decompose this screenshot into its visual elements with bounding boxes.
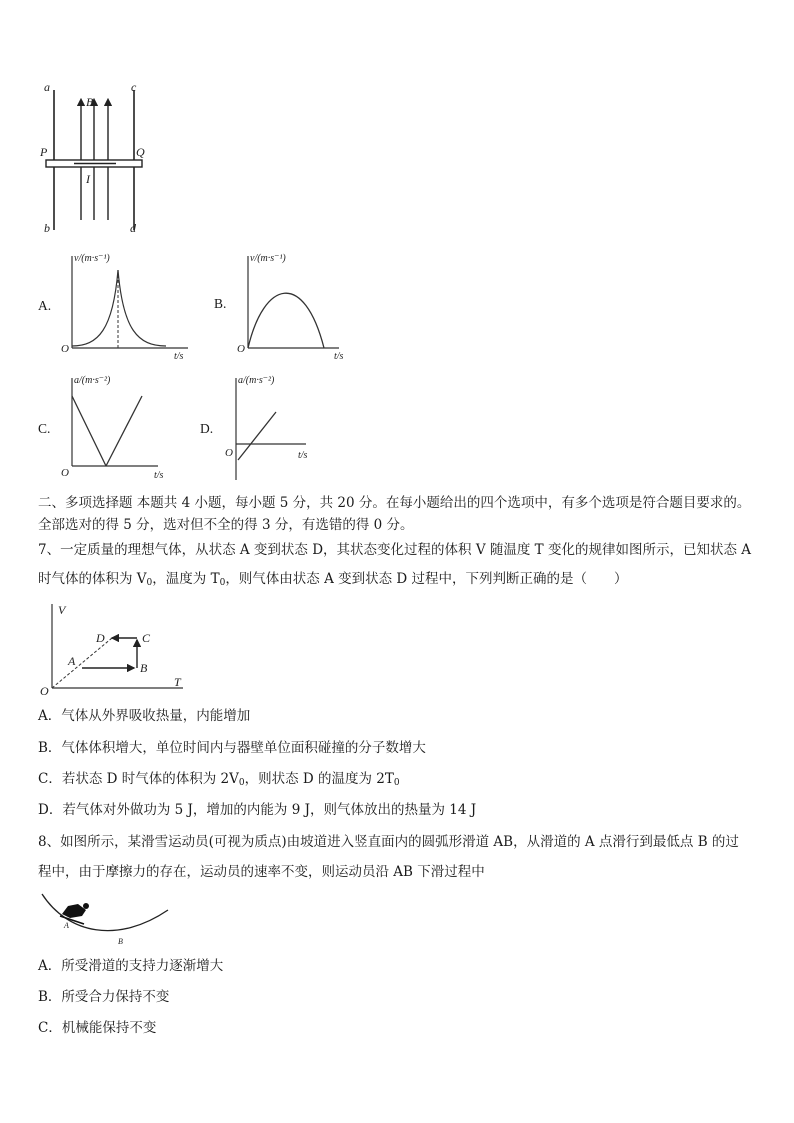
label-Q: Q [136, 145, 145, 159]
label-c: c [131, 80, 137, 94]
label-P: P [40, 145, 48, 159]
rails-rod-figure [36, 80, 156, 240]
q8-option-c[interactable]: C．机械能保持不变 [38, 1020, 157, 1036]
label-B: B [86, 95, 94, 109]
q7-point-d: D [96, 631, 105, 645]
q8-stem-line1: 8、如图所示，某滑雪运动员(可视为质点)由坡道进入竖直面内的圆弧形滑道 AB，从滑道的 A 点滑行到最低点 B 的过 [38, 834, 739, 850]
q6-c-x-axis: t/s [154, 470, 164, 481]
q8-ski-track-figure [38, 888, 178, 950]
q7-option-c[interactable]: C．若状态 D 时气体的体积为 $2V_0$，则状态 D 的温度为 $2T_0$ [38, 771, 400, 788]
q7-option-d[interactable]: D．若气体对外做功为 5 J，增加的内能为 9 J，则气体放出的热量为 14 J [38, 802, 477, 818]
section2-line1: 二、多项选择题 本题共 4 小题，每小题 5 分，共 20 分。在每小题给出的四个选项中，有多个选项是符合题目要求的。 [38, 495, 751, 511]
q6-a-x-axis: t/s [174, 351, 184, 362]
q6-d-origin: O [225, 447, 233, 459]
q6-option-d-graph [222, 372, 322, 484]
q8-option-a[interactable]: A．所受滑道的支持力逐渐增大 [38, 958, 224, 974]
q6-option-b-graph [234, 250, 354, 362]
q6-a-origin: O [61, 343, 69, 355]
q6-b-x-axis: t/s [334, 351, 344, 362]
q6-d-x-axis: t/s [298, 450, 308, 461]
q6-option-c-label[interactable]: C. [38, 421, 51, 436]
q6-b-origin: O [237, 343, 245, 355]
label-a: a [44, 80, 50, 94]
q6-c-origin: O [61, 467, 69, 479]
q6-b-y-axis: v/(m·s⁻¹) [250, 253, 286, 264]
label-I: I [86, 172, 90, 186]
q6-option-c-graph [58, 372, 178, 484]
label-b: b [44, 221, 50, 235]
q8-stem-line2: 程中，由于摩擦力的存在，运动员的速率不变，则运动员沿 AB 下滑过程中 [38, 864, 485, 880]
q6-d-y-axis: a/(m·s⁻²) [238, 375, 275, 386]
q8-point-b: B [118, 937, 123, 946]
q7-point-a: A [68, 654, 76, 668]
q7-origin: O [40, 684, 49, 698]
q7-y-axis: V [58, 603, 66, 617]
q7-point-c: C [142, 631, 151, 645]
q6-a-y-axis: v/(m·s⁻¹) [74, 253, 110, 264]
q6-option-d-label[interactable]: D. [200, 421, 214, 436]
q8-point-a: A [64, 921, 69, 930]
q7-x-axis: T [174, 675, 181, 689]
q7-stem-line2: 时气体的体积为 $V_0$，温度为 $T_0$，则气体由状态 A 变到状态 D 过程中，下列判断正确的是（ ） [38, 571, 628, 588]
q6-option-b-label[interactable]: B. [214, 296, 227, 311]
q6-option-a-graph [58, 250, 198, 362]
q7-option-a[interactable]: A．气体从外界吸收热量，内能增加 [38, 708, 251, 724]
q6-c-y-axis: a/(m·s⁻²) [74, 375, 111, 386]
q8-option-b[interactable]: B．所受合力保持不变 [38, 989, 170, 1005]
label-d: d [130, 221, 136, 235]
q7-option-b[interactable]: B．气体体积增大，单位时间内与器壁单位面积碰撞的分子数增大 [38, 740, 426, 756]
q7-point-b: B [140, 661, 148, 675]
q6-option-a-label[interactable]: A. [38, 298, 52, 313]
q7-vt-graph [38, 598, 188, 698]
q7-stem-line1: 7、一定质量的理想气体，从状态 A 变到状态 D，其状态变化过程的体积 V 随温度 T 变化的规律如图所示，已知状态 A [38, 542, 751, 558]
section2-line2: 全部选对的得 5 分，选对但不全的得 3 分，有选错的得 0 分。 [38, 517, 414, 533]
